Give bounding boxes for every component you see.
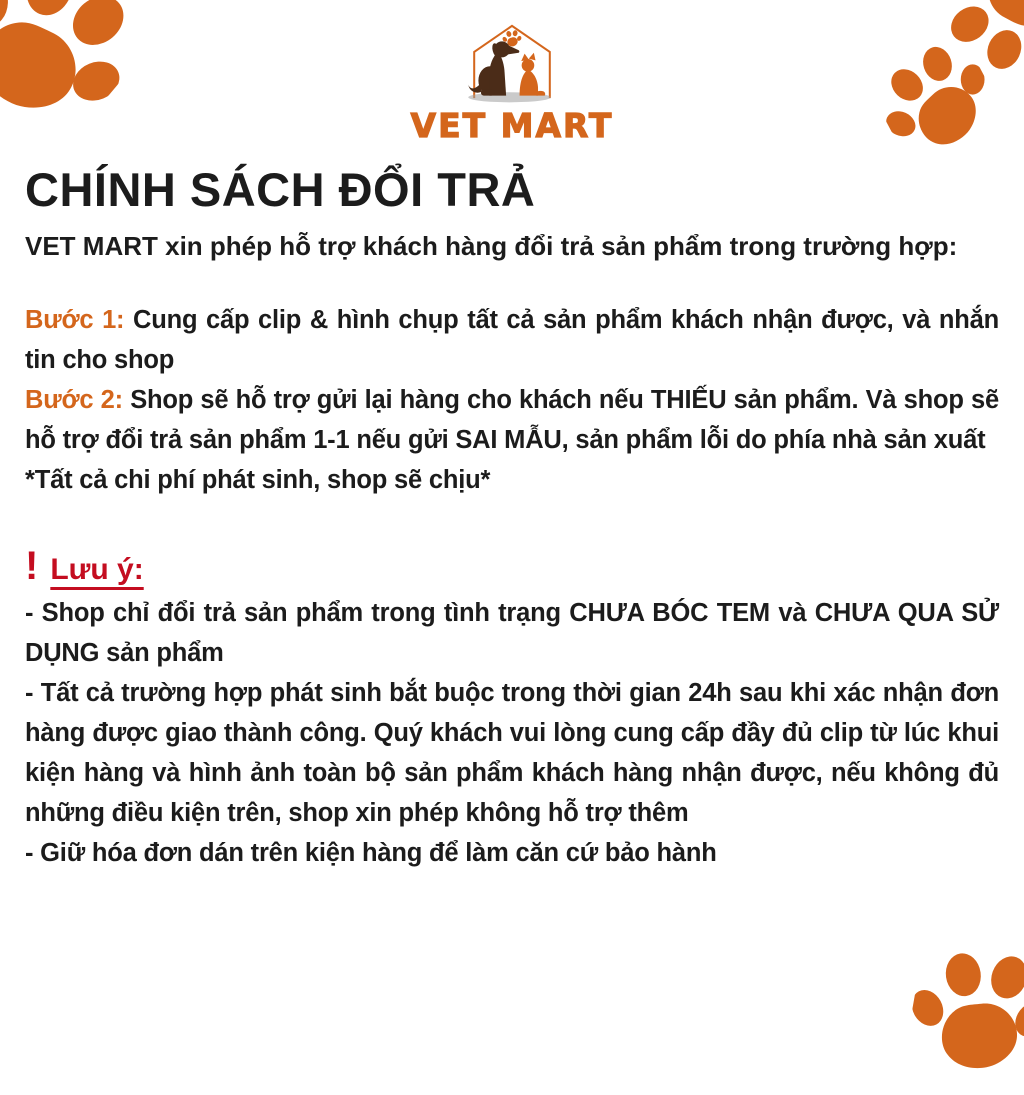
paw-icon: [901, 939, 1024, 1094]
cat-icon: [520, 53, 546, 96]
notice-item: - Giữ hóa đơn dán trên kiện hàng để làm căn cứ bảo hành: [25, 839, 717, 867]
step-2: [25, 380, 999, 460]
fees-note: *Tất cả chi phí phát sinh, shop sẽ chịu*: [25, 466, 491, 494]
pet-house-icon: [437, 20, 587, 104]
step-2-label: Bước 2:: [25, 386, 123, 414]
step-1-text: Cung cấp clip & hình chụp tất cả sản phẩm khách nhận được, và nhắn tin cho shop: [25, 306, 999, 374]
exclamation-icon: !: [25, 544, 39, 588]
brand-name: VET MART: [410, 106, 614, 145]
step-1-label: Bước 1:: [25, 306, 125, 334]
step-2-text: Shop sẽ hỗ trợ gửi lại hàng cho khách nếu THIẾU sản phẩm. Và shop sẽ hỗ trợ đổi trả sản phẩm 1-1 nếu gửi SAI MẪU, sản phẩm lỗi do phía nhà sản xuất: [25, 386, 999, 454]
step-1: [25, 300, 999, 380]
notice-header: [25, 544, 999, 589]
brand-logo: [0, 20, 1024, 145]
page-title: CHÍNH SÁCH ĐỔI TRẢ: [25, 163, 536, 216]
notice-list: [25, 593, 999, 873]
intro-text: VET MART xin phép hỗ trợ khách hàng đổi trả sản phẩm trong trường hợp:: [25, 231, 958, 261]
notice-item: - Tất cả trường hợp phát sinh bắt buộc trong thời gian 24h sau khi xác nhận đơn hàng được giao thành công. Quý khách vui lòng cung cấp đầy đủ clip từ lúc khui kiện hàng và hình ảnh toàn bộ sản phẩm khách hàng nhận được, nếu không đủ những điều kiện trên, shop xin phép không hỗ trợ thêm: [25, 679, 999, 827]
steps-section: [25, 300, 999, 500]
notice-item: - Shop chỉ đổi trả sản phẩm trong tình trạng CHƯA BÓC TEM và CHƯA QUA SỬ DỤNG sản phẩm: [25, 599, 999, 667]
policy-content: [25, 162, 999, 873]
notice-label: Lưu ý:: [50, 553, 144, 586]
